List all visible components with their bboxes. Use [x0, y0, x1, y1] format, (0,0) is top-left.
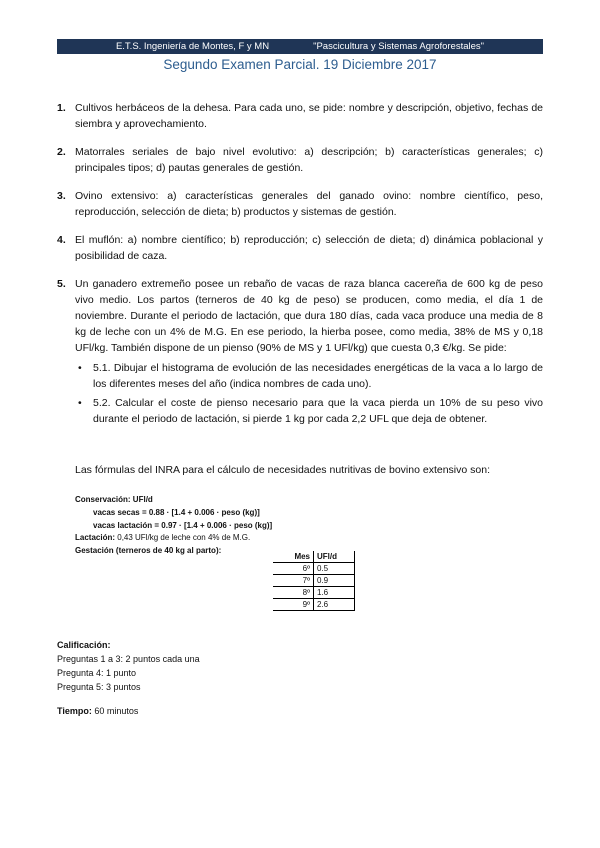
- table-row: [273, 587, 355, 599]
- bullet-icon: •: [78, 362, 82, 374]
- grading-title: Calificación:: [57, 640, 111, 650]
- cell-value: 1.6: [314, 587, 355, 599]
- subitem-5-2: [75, 395, 543, 427]
- question-number: 2.: [57, 146, 66, 158]
- vacas-lactacion-formula: vacas lactación = 0.97 · [1.4 + 0.006 · peso (kg)]: [93, 520, 273, 530]
- conservacion-label: Conservación:: [75, 495, 131, 504]
- bullet-icon: •: [78, 397, 82, 409]
- gestacion-label: Gestación: [75, 546, 114, 556]
- cell-value: 2.6: [314, 599, 355, 611]
- question-text: Cultivos herbáceos de la dehesa. Para cada uno, se pide: nombre y descripción, objetivo, fechas de siembra y aprovechamiento.: [75, 102, 543, 130]
- question-text: Ovino extensivo: a) características generales del ganado ovino: nombre científico, peso, reproducción, selección de dieta; b) productos y sistemas de gestión.: [75, 190, 543, 218]
- time-value: 60 minutos: [91, 706, 139, 716]
- cell-value: 0.5: [314, 563, 355, 575]
- formulas-intro: Las fórmulas del INRA para el cálculo de necesidades nutritivas de bovino extensivo son:: [75, 464, 490, 476]
- header-mes: Mes: [273, 551, 314, 563]
- time-line: [57, 706, 138, 716]
- conservacion-unit: UFl/d: [130, 495, 153, 504]
- question-3: [57, 188, 543, 220]
- subitem-text: 5.1. Dibujar el histograma de evolución de las necesidades energéticas de la vaca a lo largo de los diferentes meses del año (indica nombres de cada uno).: [93, 362, 543, 390]
- exam-title: Segundo Examen Parcial. 19 Diciembre 2017: [163, 57, 437, 72]
- gestacion-line: [75, 545, 272, 558]
- header-bar: [57, 39, 543, 54]
- question-text: Un ganadero extremeño posee un rebaño de vacas de raza blanca cacereña de 600 kg de peso vivo medio. Los partos (terneros de 40 kg de peso) se producen, como media, el día 1 de noviembre. Durante el periodo de lactación, que dura 180 días, cada vaca produce una media de 8 kg de leche con un 4% de M.G. En ese periodo, la hierba posee, como media, 38% de MS y 0,18 UFl/kg. También dispone de un pienso (90% de MS y 1 UFl/kg) que cuesta 0,3 €/kg. Se pide:: [75, 278, 543, 354]
- table-row: [273, 599, 355, 611]
- question-text: Matorrales seriales de bajo nivel evolutivo: a) descripción; b) características generales; c) principales tipos; d) pautas generales de gestión.: [75, 146, 543, 174]
- cell-month: 7º: [273, 575, 314, 587]
- question-text: El muflón: a) nombre científico; b) reproducción; c) selección de dieta; d) dinámica poblacional y posibilidad de caza.: [75, 234, 543, 262]
- header-ufl: UFl/d: [314, 551, 355, 563]
- grading-block: [57, 638, 200, 694]
- question-number: 4.: [57, 234, 66, 246]
- subitem-5-1: [75, 360, 543, 392]
- subitem-list: [75, 360, 543, 427]
- formulas-block: [75, 494, 272, 558]
- header-school: E.T.S. Ingeniería de Montes, F y MN: [115, 41, 270, 52]
- question-2: [57, 144, 543, 176]
- question-number: 3.: [57, 190, 66, 202]
- grading-line: Pregunta 4: 1 punto: [57, 668, 137, 678]
- cell-month: 9º: [273, 599, 314, 611]
- vacas-secas-formula: vacas secas = 0.88 · [1.4 + 0.006 · peso (kg)]: [93, 507, 260, 517]
- cell-month: 6º: [273, 563, 314, 575]
- cell-value: 0.9: [314, 575, 355, 587]
- cell-month: 8º: [273, 587, 314, 599]
- grading-line: Preguntas 1 a 3: 2 puntos cada una: [57, 654, 200, 664]
- question-1: [57, 100, 543, 132]
- header-course: "Pascicultura y Sistemas Agroforestales": [313, 41, 485, 52]
- subitem-text: 5.2. Calcular el coste de pienso necesario para que la vaca pierda un 10% de su peso vivo durante el periodo de lactación, si pierde 1 kg por cada 2,2 UFL que deja de obtener.: [93, 397, 543, 425]
- table-row: [273, 563, 355, 575]
- question-number: 5.: [57, 278, 66, 290]
- lactacion-label: Lactación:: [75, 533, 116, 543]
- question-list: [57, 100, 543, 430]
- grading-line: Pregunta 5: 3 puntos: [57, 682, 141, 692]
- gestacion-table: [273, 551, 355, 611]
- question-5: [57, 276, 543, 427]
- table-row: [273, 575, 355, 587]
- question-number: 1.: [57, 102, 66, 114]
- gestacion-text: (terneros de 40 kg al parto):: [113, 546, 222, 556]
- table-header-row: [273, 551, 355, 563]
- time-label: Tiempo:: [57, 706, 92, 716]
- lactacion-line: [75, 532, 272, 545]
- lactacion-text: 0,43 UFl/kg de leche con 4% de M.G.: [115, 533, 251, 543]
- question-4: [57, 232, 543, 264]
- conservacion-line: [75, 494, 272, 507]
